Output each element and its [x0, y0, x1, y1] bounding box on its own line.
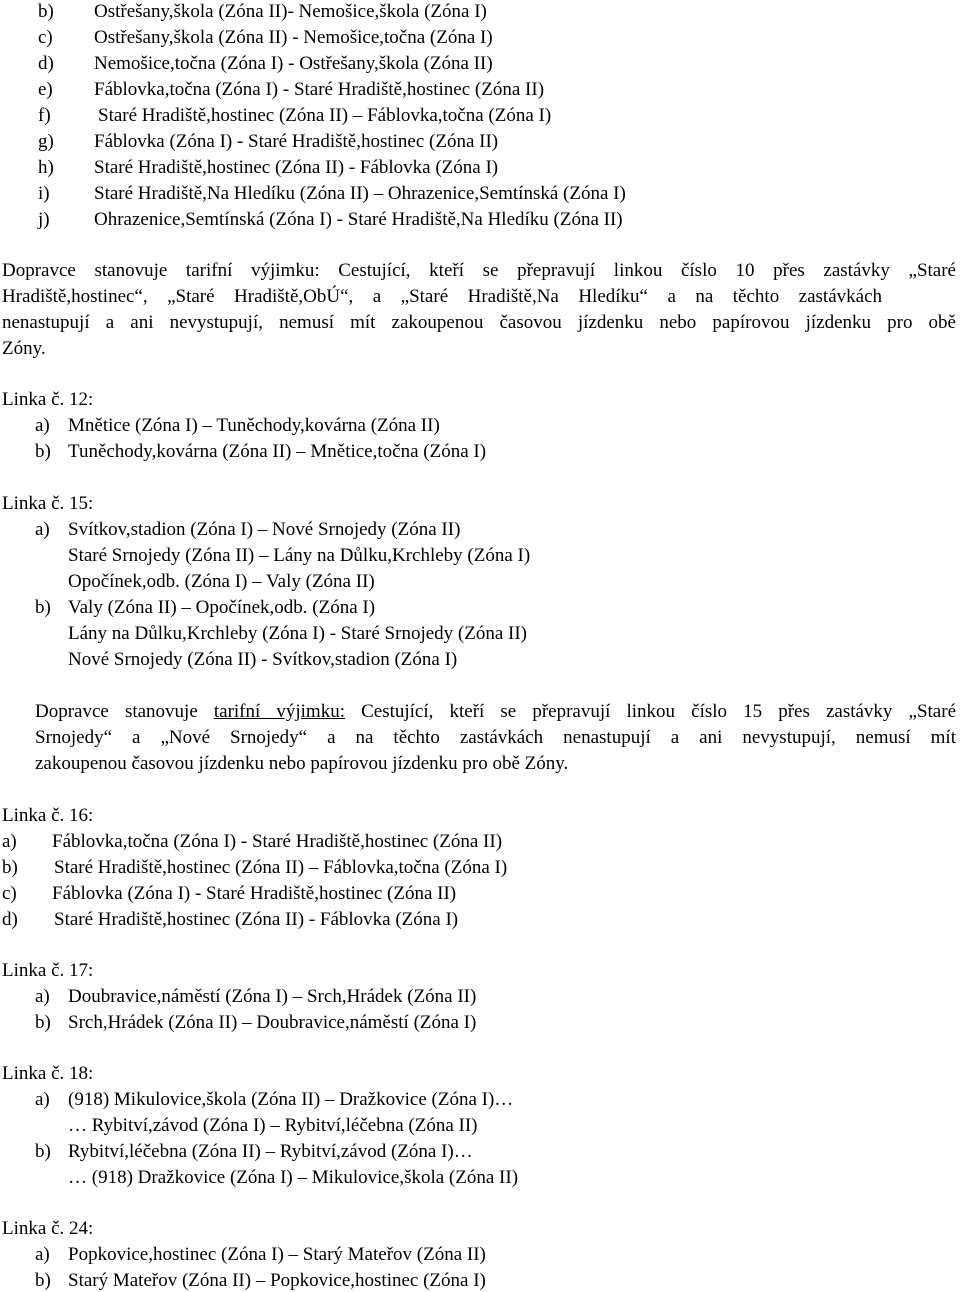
section-heading: Linka č. 17:: [2, 960, 94, 981]
section-heading: Linka č. 15:: [2, 493, 94, 514]
paragraph-line: Srnojedy“ a „Nové Srnojedy“ a na těchto zastávkách nenastupují a ani nevystupují, nemusí mít: [35, 727, 956, 748]
paragraph-line: zakoupenou časovou jízdenku nebo papírovou jízdenku pro obě Zóny.: [35, 753, 569, 774]
paragraph-line: Hradiště,hostinec“, „Staré Hradiště,ObÚ“, a „Staré Hradiště,Na Hledíku“ a na těchto zastávkách: [2, 286, 882, 307]
section-heading: Linka č. 16:: [2, 805, 94, 826]
underlined-term: tarifní výjimku:: [213, 701, 345, 722]
section-heading: Linka č. 18:: [2, 1063, 94, 1084]
section-heading: Linka č. 24:: [2, 1218, 94, 1239]
paragraph-line: Dopravce stanovuje tarifní výjimku: Cestující, kteří se přepravují linkou číslo 10 přes zastávky „Staré: [2, 260, 956, 281]
paragraph-line: Zóny.: [2, 338, 46, 359]
section-heading: Linka č. 12:: [2, 389, 94, 410]
paragraph-line: Dopravce stanovuje tarifní výjimku: Cestující, kteří se přepravují linkou číslo 15 přes zastávky „Staré: [35, 701, 956, 722]
document-page: b) Ostřešany,škola (Zóna II)- Nemošice,škola (Zóna I) c) Ostřešany,škola (Zóna II) - Nemošice,točna (Zóna I) d) Nemošice,točna (Zóna I) - Ostřešany,škola (Zóna II) e) Fáblovka,točna (Zóna I) - Staré Hradiště,hostinec (Zóna II) f) Staré Hradiště,hostinec (Zóna II) – Fáblovka,točna (Zóna I) g) Fáblovka (Zóna I) - Staré Hradiště,hostinec (Zóna II) h) Staré Hradiště,hostinec (Zóna II) - Fáblovka (Zóna I) i) Staré Hradiště,Na Hledíku (Zóna II) – Ohrazenice,Semtínská (Zóna I) j) Ohrazenice,Semtínská (Zóna I) - Staré Hradiště,Na Hledíku (Zóna II) Dopravce stanovuje tarifní výjimku: Cestující, kteří se přepravují linkou číslo 10 přes zastávky „Staré Hradiště,hostinec“, „Staré Hradiště,ObÚ“, a „Staré Hradiště,Na Hledíku“ a na těchto zastávkách nenastupují a ani nevystupují, nemusí mít zakoupenou časovou jízdenku nebo papírovou jízdenku pro obě Zóny. Linka č. 12: a) Mnětice (Zóna I) – Tuněchody,kovárna (Zóna II) b) Tuněchody,kovárna (Zóna II) – Mnětice,točna (Zóna I) Linka č. 15: a) Svítkov,stadion (Zóna I) – Nové Srnojedy (Zóna II) Staré Srnojedy (Zóna II) – Lány na Důlku,Krchleby (Zóna I) Opočínek,odb. (Zóna I) – Valy (Zóna II) b) Valy (Zóna II) – Opočínek,odb. (Zóna I) Lány na Důlku,Krchleby (Zóna I) - Staré Srnojedy (Zóna II) Nové Srnojedy (Zóna II) - Svítkov,stadion (Zóna I) Dopravce stanovuje tarifní výjimku: Cestující, kteří se přepravují linkou číslo 15 přes zastávky „Staré Srnojedy“ a „Nové Srnojedy“ a na těchto zastávkách nenastupují a ani nevystupují, nemusí mít zakoupenou časovou jízdenku nebo papírovou jízdenku pro obě Zóny. Linka č. 16: a) Fáblovka,točna (Zóna I) - Staré Hradiště,hostinec (Zóna II) b) Staré Hradiště,hostinec (Zóna II) – Fáblovka,točna (Zóna I) c) Fáblovka (Zóna I) - Staré Hradiště,hostinec (Zóna II) d) Staré Hradiště,hostinec (Zóna II) - Fáblovka (Zóna I) Linka č. 17: a) Doubravice,náměstí (Zóna I) – Srch,Hrádek (Zóna II) b) Srch,Hrádek (Zóna II) – Doubravice,náměstí (Zóna I) Linka č. 18: a) (918) Mikulovice,škola (Zóna II) – Dražkovice (Zóna I)… … Rybitví,závod (Zóna I) – Rybitví,léčebna (Zóna II) b) Rybitví,léčebna (Zóna II) – Rybitví,závod (Zóna I)… … (918) Dražkovice (Zóna I) – Mikulovice,škola (Zóna II) Linka č. 24: a) Popkovice,hostinec (Zóna I) – Starý Mateřov (Zóna II) b) Starý Mateřov (Zóna II) – Popkovice,hostinec (Zóna I): [2, 1, 956, 1291]
paragraph-line: nenastupují a ani nevystupují, nemusí mít zakoupenou časovou jízdenku nebo papírovou jízdenku pro obě: [2, 312, 956, 333]
